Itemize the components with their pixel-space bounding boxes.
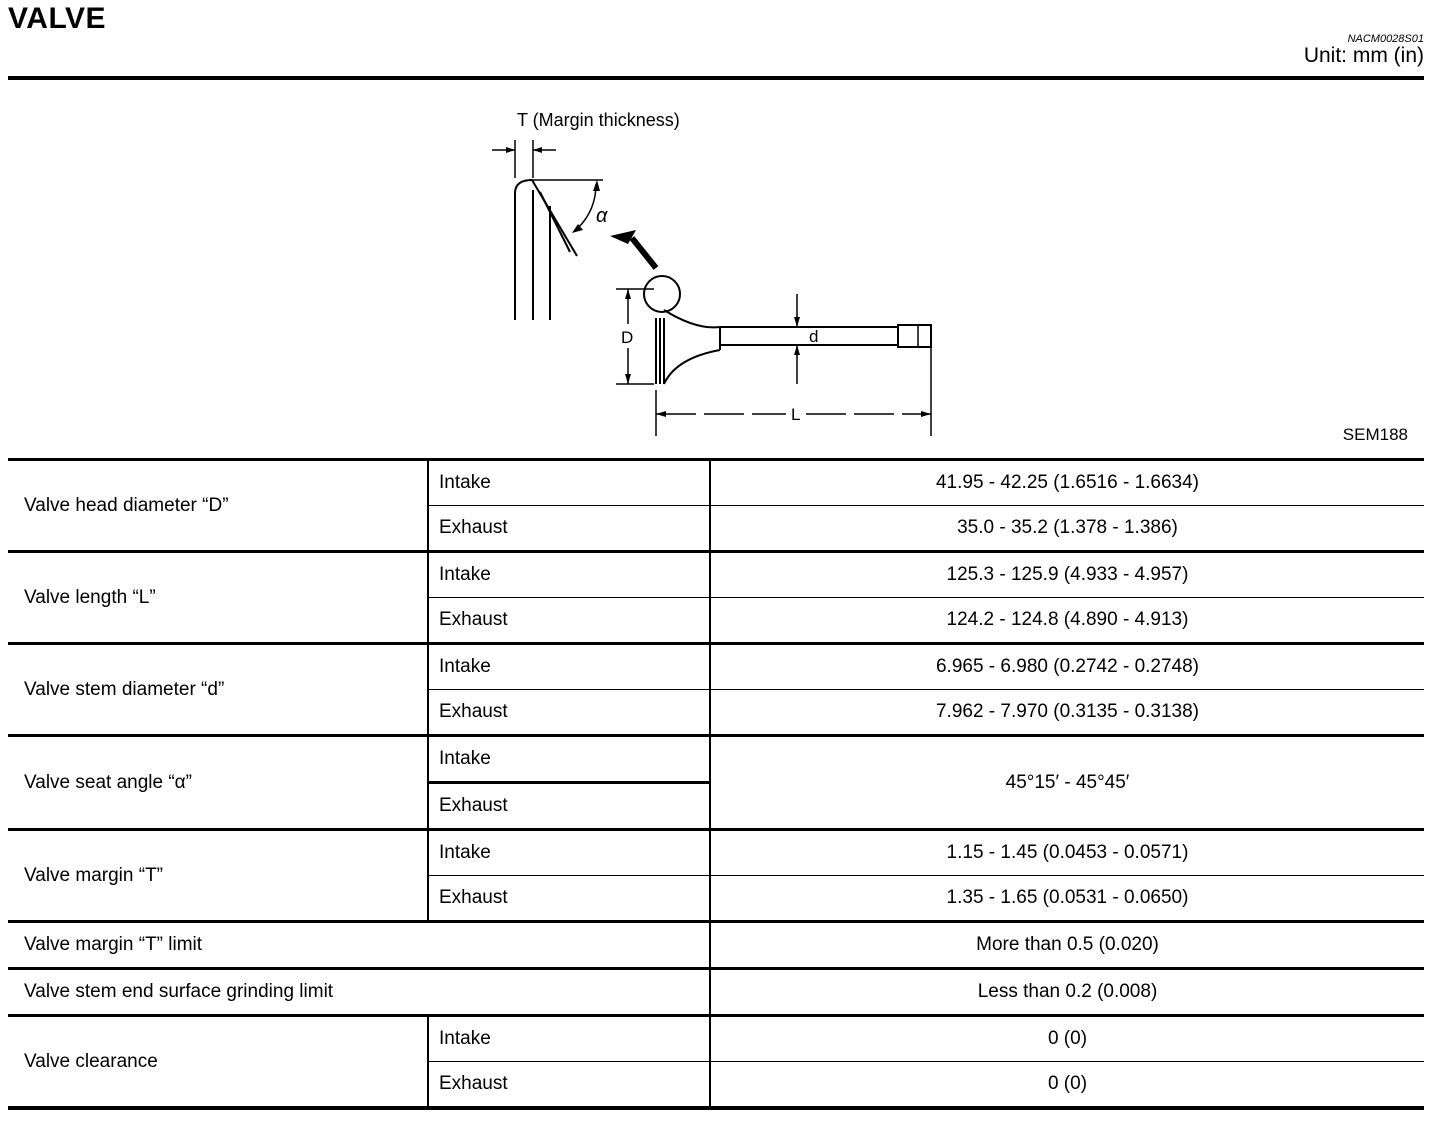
- unit-label: Unit: mm (in): [1303, 44, 1424, 67]
- table-row: [8, 644, 1424, 690]
- kind-label: Intake: [428, 1016, 710, 1062]
- table-row: [8, 1016, 1424, 1062]
- kind-label: Intake: [428, 736, 710, 783]
- spec-value: 45°15′ - 45°45′: [710, 736, 1424, 830]
- kind-label: Exhaust: [428, 690, 710, 736]
- kind-label: Intake: [428, 552, 710, 598]
- spec-value: 1.15 - 1.45 (0.0453 - 0.0571): [710, 830, 1424, 876]
- header-rule: [8, 76, 1424, 80]
- valve-spec-table: [8, 458, 1424, 1110]
- spec-value: 0 (0): [710, 1016, 1424, 1062]
- kind-label: Exhaust: [428, 783, 710, 830]
- item-label: Valve clearance: [8, 1016, 428, 1109]
- item-label: Valve seat angle “α”: [8, 736, 428, 830]
- item-label: Valve margin “T”: [8, 830, 428, 922]
- figure-id: SEM188: [1342, 425, 1408, 444]
- valve-drawing: [492, 140, 931, 436]
- table-row: [8, 830, 1424, 876]
- valve-diagram: [0, 82, 1440, 457]
- length-label: L: [791, 405, 801, 424]
- kind-label: Exhaust: [428, 876, 710, 922]
- spec-value: More than 0.5 (0.020): [710, 922, 1424, 969]
- spec-value: 6.965 - 6.980 (0.2742 - 0.2748): [710, 644, 1424, 690]
- spec-value: 41.95 - 42.25 (1.6516 - 1.6634): [710, 460, 1424, 506]
- kind-label: Exhaust: [428, 1062, 710, 1109]
- margin-thickness-label: T (Margin thickness): [517, 110, 680, 130]
- kind-label: Intake: [428, 644, 710, 690]
- item-label: Valve margin “T” limit: [8, 922, 710, 969]
- spec-value: Less than 0.2 (0.008): [710, 969, 1424, 1016]
- kind-label: Exhaust: [428, 598, 710, 644]
- spec-value: 7.962 - 7.970 (0.3135 - 0.3138): [710, 690, 1424, 736]
- spec-value: 125.3 - 125.9 (4.933 - 4.957): [710, 552, 1424, 598]
- table-row: [8, 460, 1424, 506]
- item-label: Valve head diameter “D”: [8, 460, 428, 552]
- item-label: Valve stem end surface grinding limit: [8, 969, 710, 1016]
- head-diameter-label: D: [621, 328, 634, 347]
- item-label: Valve stem diameter “d”: [8, 644, 428, 736]
- page-title: VALVE: [8, 2, 107, 35]
- table-row: [8, 552, 1424, 598]
- spec-value: 0 (0): [710, 1062, 1424, 1109]
- stem-diameter-label: d: [809, 327, 819, 346]
- item-label: Valve length “L”: [8, 552, 428, 644]
- document-code: NACM0028S01: [1347, 33, 1424, 45]
- spec-value: 35.0 - 35.2 (1.378 - 1.386): [710, 506, 1424, 552]
- table-row: [8, 736, 1424, 783]
- table-row: [8, 922, 1424, 969]
- kind-label: Intake: [428, 460, 710, 506]
- alpha-label: α: [596, 205, 608, 227]
- table-row: [8, 969, 1424, 1016]
- kind-label: Exhaust: [428, 506, 710, 552]
- kind-label: Intake: [428, 830, 710, 876]
- spec-value: 124.2 - 124.8 (4.890 - 4.913): [710, 598, 1424, 644]
- spec-value: 1.35 - 1.65 (0.0531 - 0.0650): [710, 876, 1424, 922]
